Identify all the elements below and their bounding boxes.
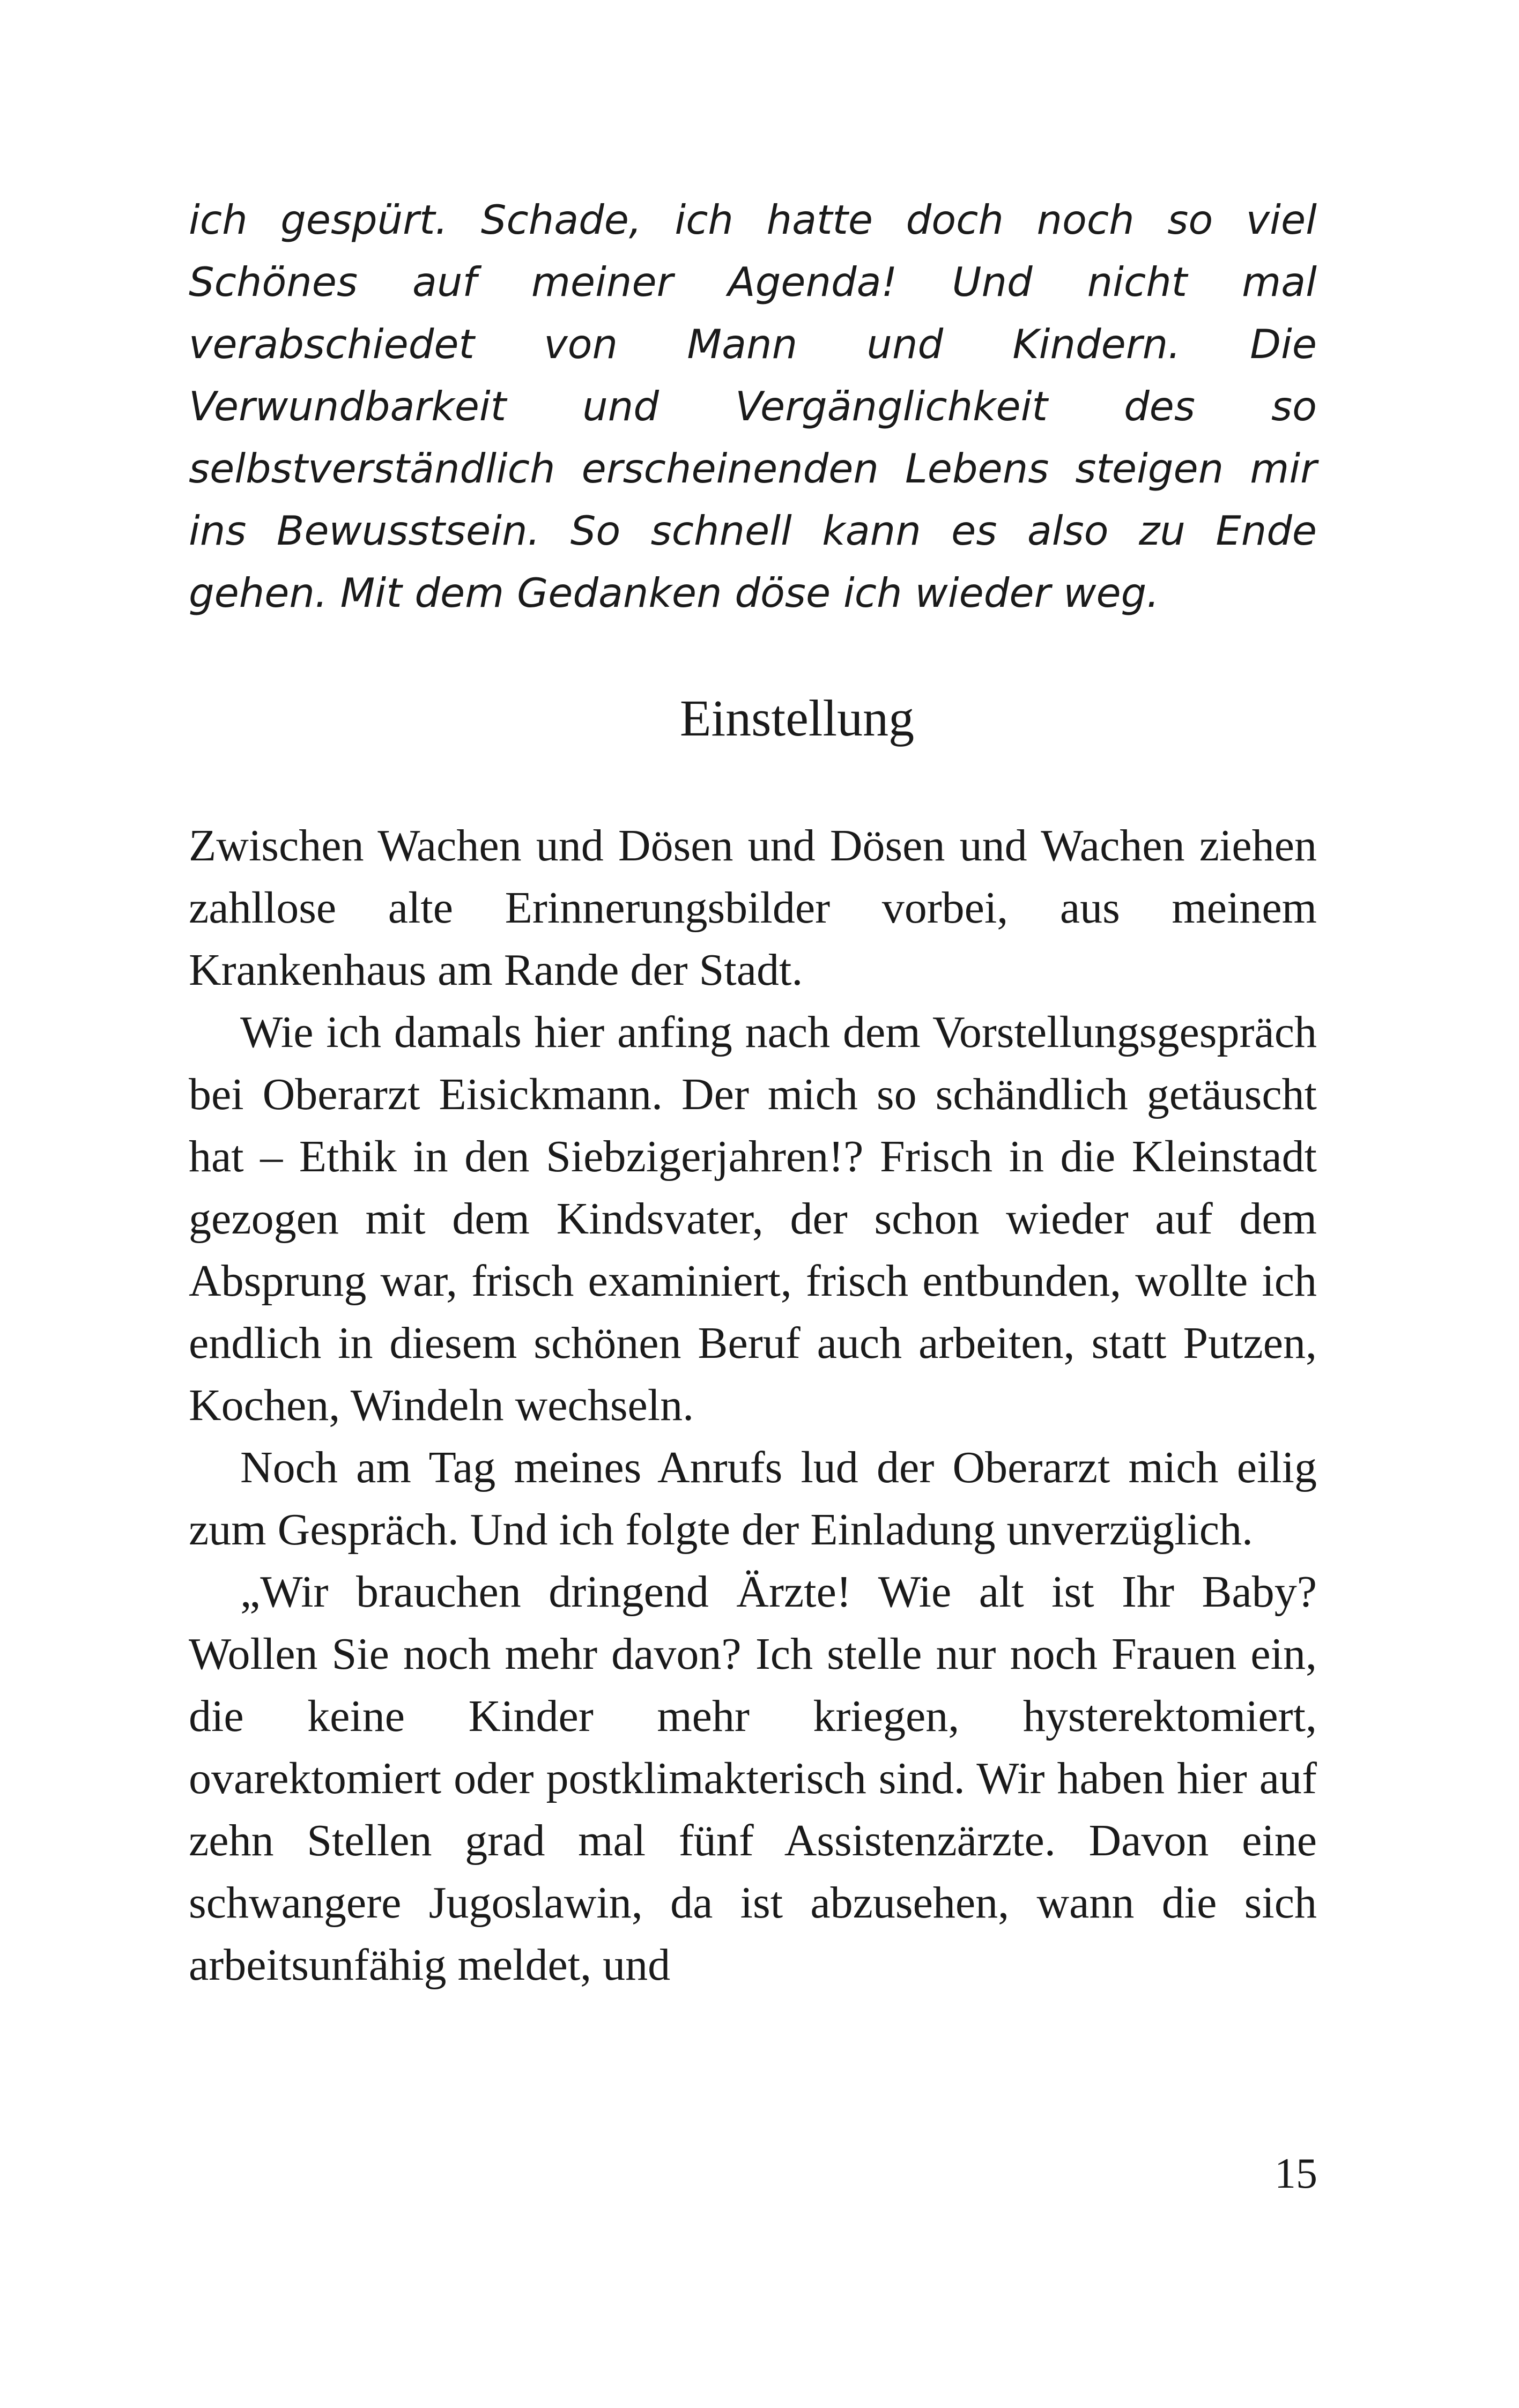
intro-paragraph: ich gespürt. Schade, ich hatte doch noch so viel Schönes auf meiner Agenda! Und nicht mal verabschiedet von Mann und Kindern. Die Verwundbarkeit und Vergänglichkeit des so selbstverständlich erscheinenden Lebens steigen mir ins Bewusstsein. So schnell kann es also zu Ende gehen. Mit dem Gedanken döse ich wieder weg. [189, 196, 1317, 616]
chapter-body [189, 815, 1317, 1996]
intro-text [189, 189, 1317, 624]
body-paragraph-3: Noch am Tag meines Anrufs lud der Oberarzt mich eilig zum Gespräch. Und ich folgte der Einladung unverzüglich. [189, 1443, 1317, 1555]
body-paragraph-2: Wie ich damals hier anfing nach dem Vorstellungsgespräch bei Oberarzt Eisickmann. Der mich so schändlich getäuscht hat – Ethik in den Siebzigerjahren!? Frisch in die Kleinstadt gezogen mit dem Kindsvater, der schon wieder auf dem Absprung war, frisch examiniert, frisch entbunden, wollte ich endlich in diesem schönen Beruf auch arbeiten, statt Putzen, Kochen, Windeln wechseln. [189, 1007, 1317, 1430]
page-number: 15 [1275, 2150, 1317, 2197]
body-paragraph-4: „Wir brauchen dringend Ärzte! Wie alt ist Ihr Baby? Wollen Sie noch mehr davon? Ich stelle nur noch Frauen ein, die keine Kinder mehr kriegen, hysterektomiert, ovarektomiert oder postklimakterisch sind. Wir haben hier auf zehn Stellen grad mal fünf Assistenzärzte. Davon eine schwangere Jugoslawin, da ist abzusehen, wann die sich arbeitsunfähig meldet, und [189, 1567, 1317, 1990]
body-paragraph-1: Zwischen Wachen und Dösen und Dösen und Wachen ziehen zahllose alte Erinnerungsbilder vorbei, aus meinem Krankenhaus am Rande der Stadt. [189, 821, 1317, 995]
chapter-title: Einstellung [679, 689, 915, 747]
